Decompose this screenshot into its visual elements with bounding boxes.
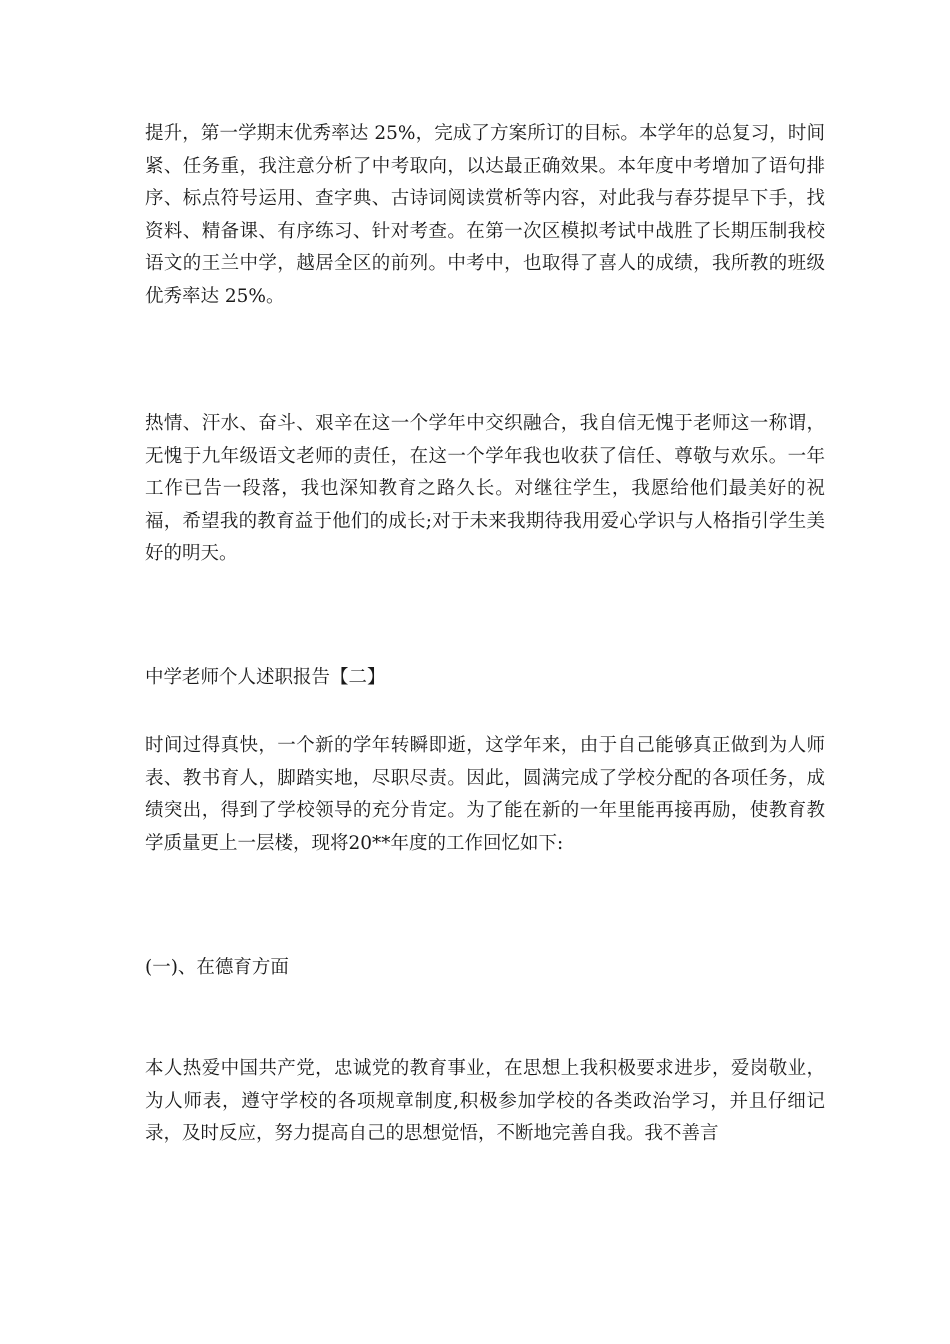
subheading-moral-education: (一)、在德育方面 <box>145 957 289 978</box>
paragraph-reflection: 热情、汗水、奋斗、艰辛在这一个学年中交织融合，我自信无愧于老师这一称谓，无愧于九年级语文老师的责任，在这一个学年我也收获了信任、尊敬与欢乐。一年工作已告一段落，我也深知教育之路久长。对继往学生，我愿给他们最美好的祝福，希望我的教育益于他们的成长;对于未来我期待我用爱心学识与人格指引学生美好的明天。 <box>145 413 825 564</box>
paragraph-exam-results: 提升，第一学期末优秀率达 25%，完成了方案所订的目标。本学年的总复习，时间紧、任务重，我注意分析了中考取向，以达最正确效果。本年度中考增加了语句排序、标点符号运用、查字典、古诗词阅读赏析等内容，对此我与春芬提早下手，找资料、精备课、有序练习、针对考查。在第一次区模拟考试中战胜了长期压制我校语文的王兰中学，越居全区的前列。中考中，也取得了喜人的成绩，我所教的班级优秀率达 25%。 <box>145 123 825 307</box>
paragraph-moral-education: 本人热爱中国共产党，忠诚党的教育事业，在思想上我积极要求进步，爱岗敬业，为人师表，遵守学校的各项规章制度,积极参加学校的各类政治学习，并且仔细记录，及时反应，努力提高自己的思想觉悟，不断地完善自我。我不善言 <box>145 1058 825 1144</box>
section-heading-report-two: 中学老师个人述职报告【二】 <box>145 667 386 688</box>
paragraph-year-summary: 时间过得真快，一个新的学年转瞬即逝，这学年来，由于自己能够真正做到为人师表、教书育人，脚踏实地，尽职尽责。因此，圆满完成了学校分配的各项任务，成绩突出，得到了学校领导的充分肯定。为了能在新的一年里能再接再励，使教育教学质量更上一层楼，现将20**年度的工作回忆如下: <box>145 735 825 854</box>
